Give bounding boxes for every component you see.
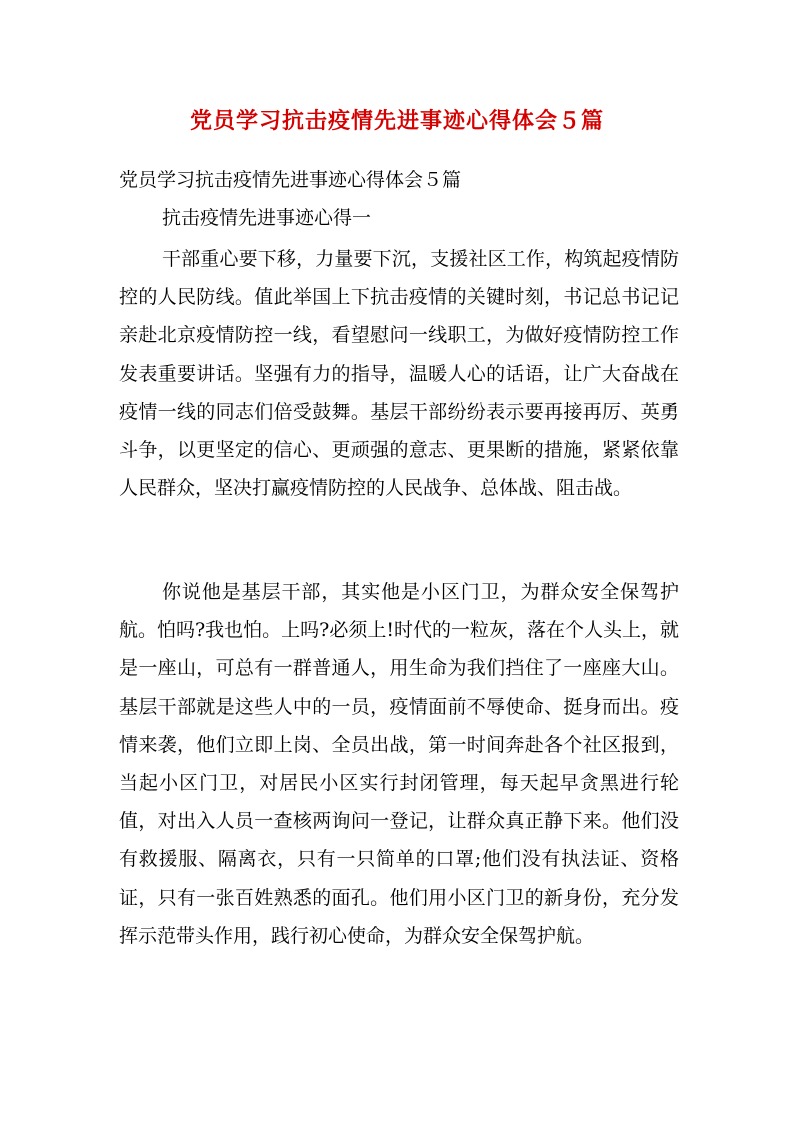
section-heading: 抗击疫情先进事迹心得一 [162,207,372,229]
document-title: 党员学习抗击疫情先进事迹心得体会５篇 [189,108,604,134]
body-paragraph: 干部重心要下移，力量要下沉，支援社区工作，构筑起疫情防控的人民防线。值此举国上下抗击疫情的关键时刻，书记总书记记亲赴北京疫情防控一线，看望慰问一线职工，为做好疫情防控工作发表重要讲话。坚强有力的指导，温暖人心的话语，让广大奋战在疫情一线的同志们倍受鼓舞。基层干部纷纷表示要再接再厉、英勇斗争，以更坚定的信心、更顽强的意志、更果断的措施，紧紧依靠人民群众，坚决打赢疫情防控的人民战争、总体战、阻击战。 [119,248,679,500]
body-paragraph: 你说他是基层干部，其实他是小区门卫，为群众安全保驾护航。怕吗?我也怕。上吗?必须上!时代的一粒灰，落在个人头上，就是一座山，可总有一群普通人，用生命为我们挡住了一座座大山。基层干部就是这些人中的一员，疫情面前不辱使命、挺身而出。疫情来袭，他们立即上岗、全员出战，第一时间奔赴各个社区报到，当起小区门卫，对居民小区实行封闭管理，每天起早贪黑进行轮值，对出入人员一查核两询问一登记，让群众真正静下来。他们没有救援服、隔离衣，只有一只简单的口罩;他们没有执法证、资格证，只有一张百姓熟悉的面孔。他们用小区门卫的新身份，充分发挥示范带头作用，践行初心使命，为群众安全保驾护航。 [119,581,680,947]
document-subtitle: 党员学习抗击疫情先进事迹心得体会５篇 [119,169,462,191]
